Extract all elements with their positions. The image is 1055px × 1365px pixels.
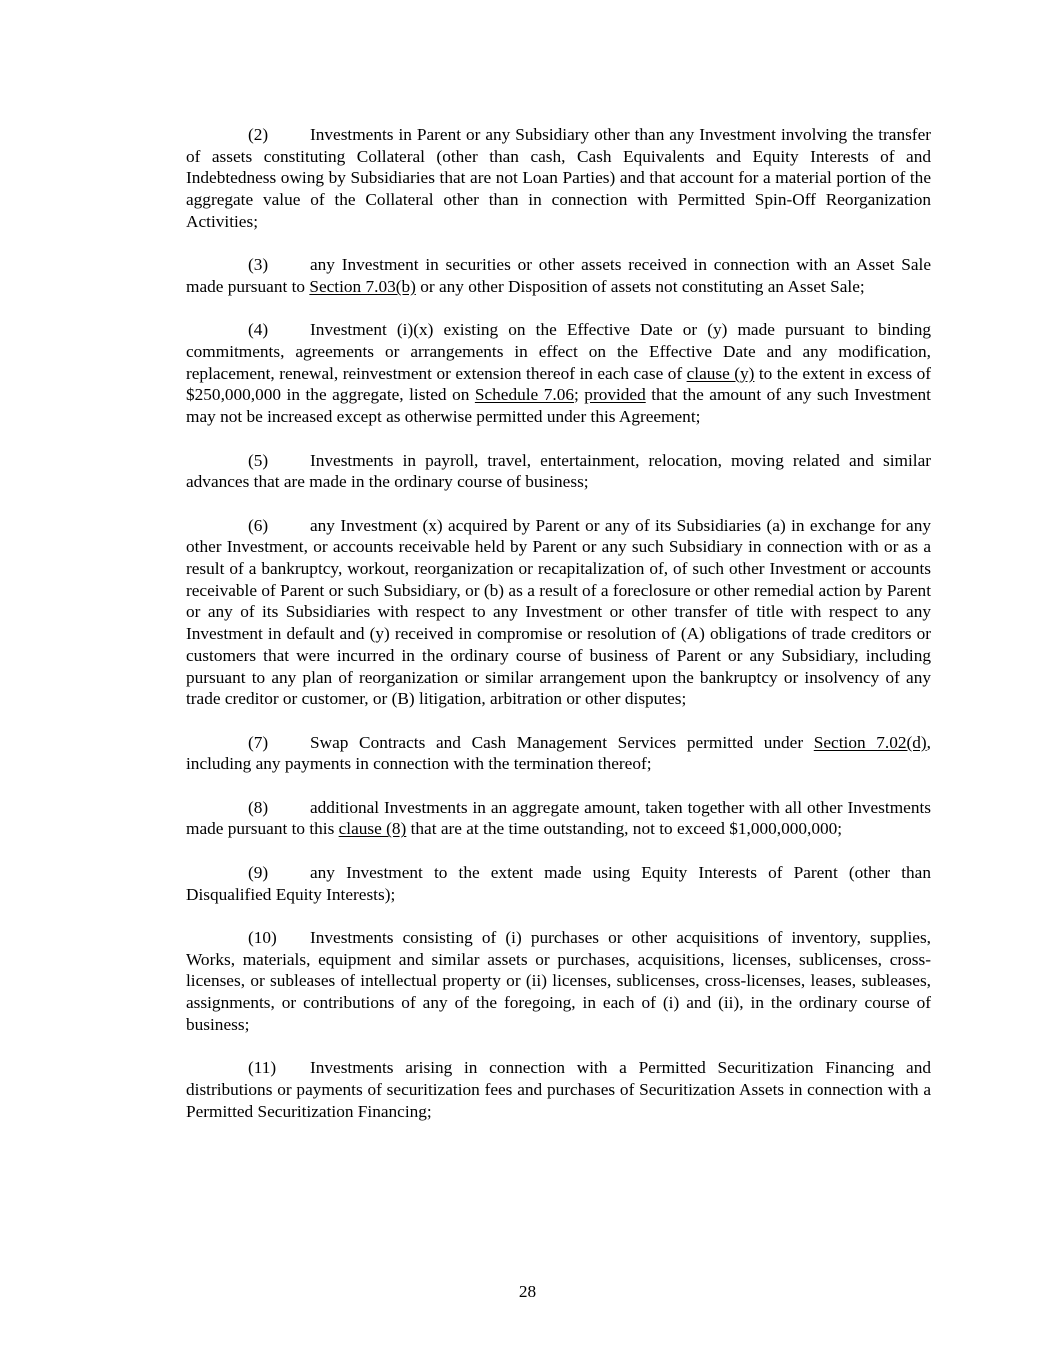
clause-text: that are at the time outstanding, not to exceed $1,000,000,000; (406, 819, 843, 839)
document-body (186, 124, 931, 1144)
clause-text: Investments arising in connection with a Permitted Securitization Financing and distributions or payments of securitization fees and purchases of Securitization Assets in connection with a Permitted Securitization Financing; (186, 1058, 931, 1121)
clause-text: to the extent in excess of $250,000,000 in the aggregate, listed on (186, 363, 931, 405)
clause-paragraph (186, 254, 931, 297)
clause-text: , including any payments in connection with the termination thereof; (186, 732, 931, 774)
clause-paragraph (186, 862, 931, 905)
clause-text: Investments consisting of (i) purchases or other acquisitions of inventory, supplies, Works, materials, equipment and similar assets or purchases, acquisitions, licenses, sublicenses, cross-licenses, or subleases of intellectual property or (ii) licenses, sublicenses, cross-licenses, leases, subleases, assignments, or contributions of any of the foregoing, in each of (i) and (ii), in the ordinary course of business; (186, 927, 931, 1034)
clause-number: (9) (248, 862, 269, 882)
clause-text: any Investment in securities or other assets received in connection with an Asset Sale made pursuant to (186, 255, 931, 296)
clause-paragraph (186, 732, 931, 775)
clause-text: ; (573, 385, 585, 405)
cross-reference: clause (8) (338, 819, 407, 839)
clause-number: (6) (248, 515, 269, 535)
cross-reference: Section 7.03(b) (309, 276, 416, 296)
clause-paragraph (186, 1057, 931, 1122)
clause-text: Investment (i)(x) existing on the Effective Date or (y) made pursuant to binding commitments, agreements or arrangements in effect on the Effective Date and any modification, replacement, renewal, reinvestment or extension thereof in each case of (186, 320, 931, 383)
clause-text: Investments in payroll, travel, entertainment, relocation, moving related and similar advances that are made in the ordinary course of business; (186, 450, 931, 492)
page-number: 28 (518, 1282, 537, 1301)
clause-paragraph (186, 319, 931, 428)
clause-text: any Investment (x) acquired by Parent or any of its Subsidiaries (a) in exchange for any other Investment, or accounts receivable held by Parent or any such Subsidiary in connection with or as a result of a bankruptcy, workout, reorganization or recapitalization of, of such other Investment or accounts receivable of Parent or such Subsidiary, or (b) as a result of a foreclosure or other remedial action by Parent or any of its Subsidiaries with respect to any Investment or other transfer of title with respect to any Investment in default and (y) received in compromise or resolution of (A) obligations of trade creditors or customers that were incurred in the ordinary course of business of Parent or any Subsidiary, including pursuant to any plan of reorganization or similar arrangement upon the bankruptcy or insolvency of any trade creditor or customer, or (B) litigation, arbitration or other disputes; (186, 515, 931, 709)
cross-reference: Section 7.02(d) (813, 732, 927, 752)
clause-paragraph (186, 515, 931, 710)
clause-number: (11) (248, 1058, 277, 1078)
clause-paragraph (186, 797, 931, 840)
clause-number: (4) (248, 320, 269, 340)
clause-number: (10) (248, 927, 277, 947)
cross-reference: provided (584, 385, 646, 405)
clause-text: that the amount of any such Investment may not be increased except as otherwise permitted under this Agreement; (186, 385, 931, 427)
clause-paragraph (186, 124, 931, 233)
clause-text: Swap Contracts and Cash Management Services permitted under (310, 732, 814, 752)
cross-reference: clause (y) (686, 363, 755, 383)
clause-paragraph (186, 450, 931, 493)
cross-reference: Schedule 7.06 (474, 385, 574, 405)
clause-text: any Investment to the extent made using Equity Interests of Parent (other than Disqualified Equity Interests); (186, 862, 931, 904)
clause-paragraph (186, 927, 931, 1036)
clause-text: Investments in Parent or any Subsidiary other than any Investment involving the transfer of assets constituting Collateral (other than cash, Cash Equivalents and Equity Interests of and Indebtedness owing by Subsidiaries that are not Loan Parties) and that account for a material portion of the aggregate value of the Collateral other than in connection with Permitted Spin-Off Reorganization Activities; (186, 125, 931, 231)
clause-number: (7) (248, 732, 269, 752)
clause-number: (8) (248, 797, 269, 817)
clause-text: or any other Disposition of assets not constituting an Asset Sale; (415, 276, 865, 296)
clause-text: additional Investments in an aggregate amount, taken together with all other Investments made pursuant to this (186, 797, 931, 839)
clause-number: (2) (248, 125, 269, 144)
clause-number: (5) (248, 450, 269, 470)
clause-number: (3) (248, 255, 269, 275)
